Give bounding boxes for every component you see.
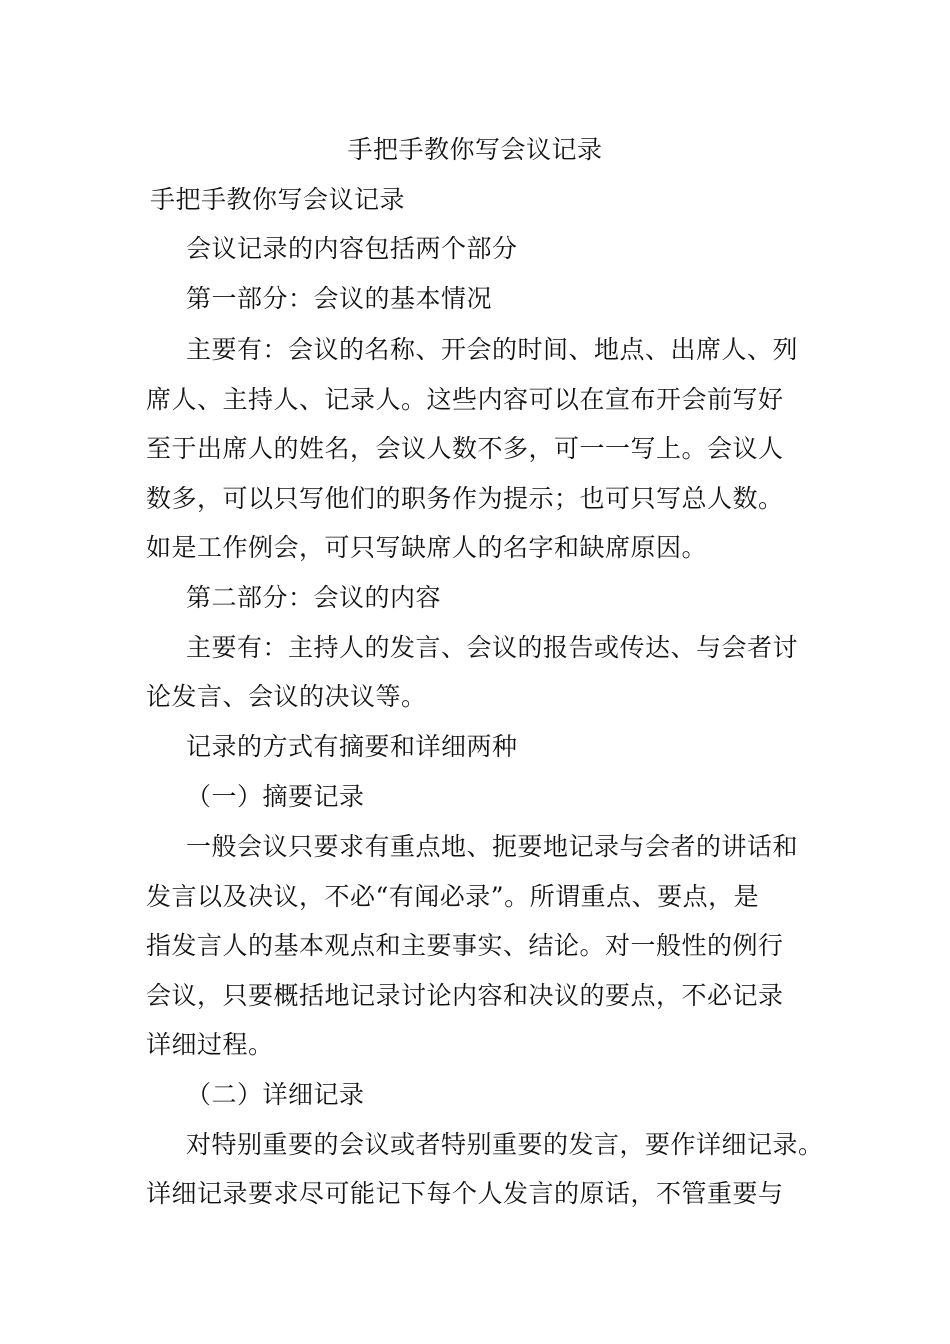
text-line: 记录的方式有摘要和详细两种 (186, 732, 518, 761)
sub-heading: （一）摘要记录 (186, 782, 365, 811)
document-title: 手把手教你写会议记录 (347, 135, 603, 164)
text-line: 会议记录的内容包括两个部分 (186, 234, 518, 263)
sub-heading: （二）详细记录 (186, 1080, 365, 1109)
text-line: 发言以及决议，不必“有闻必录”。所谓重点、要点，是 (146, 882, 760, 911)
text-line: 至于出席人的姓名，会议人数不多，可一一写上。会议人 (146, 434, 784, 463)
text-line: 席人、主持人、记录人。这些内容可以在宣布开会前写好 (146, 385, 784, 414)
text-line: 如是工作例会，可只写缺席人的名字和缺席原因。 (146, 533, 708, 562)
text-line: 详细记录要求尽可能记下每个人发言的原话，不管重要与 (146, 1179, 784, 1208)
section-heading: 第二部分：会议的内容 (186, 583, 442, 612)
text-line: 主要有：会议的名称、开会的时间、地点、出席人、列 (186, 335, 799, 364)
text-line: 指发言人的基本观点和主要事实、结论。对一般性的例行 (146, 931, 784, 960)
subtitle-line: 手把手教你写会议记录 (150, 185, 406, 214)
text-line: 详细过程。 (146, 1030, 274, 1059)
text-line: 主要有：主持人的发言、会议的报告或传达、与会者讨 (186, 633, 799, 662)
text-line: 一般会议只要求有重点地、扼要地记录与会者的讲话和 (186, 832, 799, 861)
text-line: 对特别重要的会议或者特别重要的发言，要作详细记录。 (186, 1130, 824, 1159)
section-heading: 第一部分：会议的基本情况 (186, 284, 493, 313)
text-line: 数多，可以只写他们的职务作为提示；也可只写总人数。 (146, 484, 784, 513)
text-line: 会议，只要概括地记录讨论内容和决议的要点，不必记录 (146, 981, 784, 1010)
text-line: 论发言、会议的决议等。 (146, 682, 427, 711)
